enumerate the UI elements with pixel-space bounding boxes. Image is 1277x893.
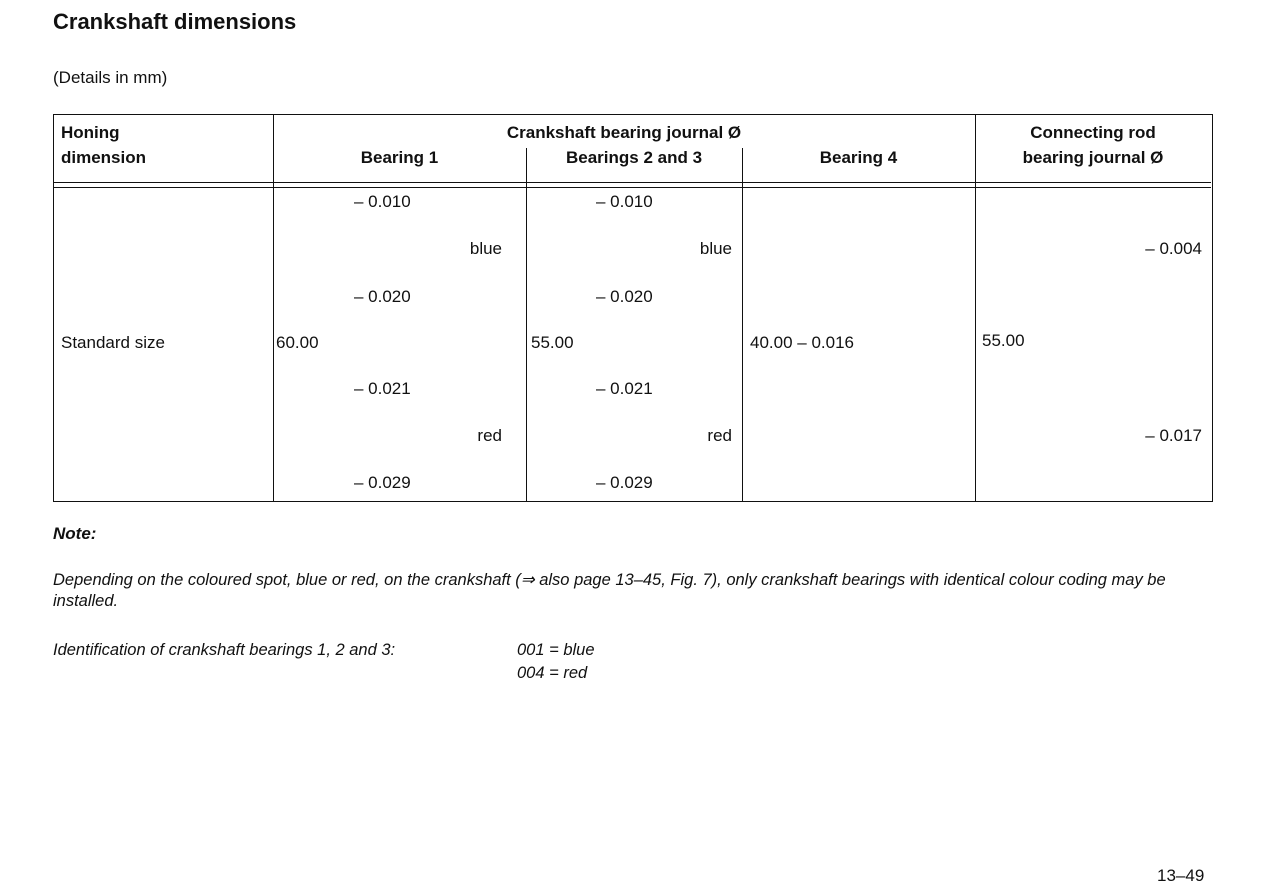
bearings23-red-upper: – 0.021 [596, 379, 653, 398]
bearing1-red-upper: – 0.021 [354, 379, 411, 398]
bearings23-red-lower: – 0.029 [596, 473, 653, 492]
bearing1-blue-lower: – 0.020 [354, 287, 411, 306]
header-honing-line2: dimension [61, 148, 147, 167]
header-bearings23: Bearings 2 and 3 [565, 148, 703, 167]
bearings23-blue-upper: – 0.010 [596, 192, 653, 211]
conrod-nominal: 55.00 [982, 331, 1025, 350]
col-divider-bearing1 [526, 148, 527, 501]
bearing1-blue-label: blue [469, 239, 502, 258]
bearing1-red-label: red [477, 426, 502, 445]
conrod-lower: – 0.017 [1145, 426, 1202, 445]
col-divider-bearings23 [742, 148, 743, 501]
row-label-standard-size: Standard size [61, 333, 165, 352]
identification-label: Identification of crankshaft bearings 1, 2 and 3: [53, 641, 396, 659]
identification-blue: 001 = blue [517, 641, 595, 659]
header-crank-group: Crankshaft bearing journal Ø [506, 123, 742, 142]
header-bearing1: Bearing 1 [360, 148, 439, 167]
header-conrod-line2: bearing journal Ø [1022, 148, 1164, 167]
dimensions-table [53, 114, 1213, 502]
header-rule-top [54, 182, 1211, 183]
identification-red: 004 = red [517, 664, 588, 682]
page-number: 13–49 [1157, 866, 1205, 885]
col-divider-bearing4 [975, 115, 976, 501]
header-honing-line1: Honing [61, 123, 120, 142]
bearing1-nominal: 60.00 [276, 333, 319, 352]
bearings23-blue-label: blue [699, 239, 732, 258]
col-divider-honing [273, 115, 274, 501]
bearings23-nominal: 55.00 [531, 333, 574, 352]
bearing1-red-lower: – 0.029 [354, 473, 411, 492]
page-title: Crankshaft dimensions [53, 9, 297, 34]
header-conrod-line1: Connecting rod [1030, 123, 1156, 142]
header-bearing4: Bearing 4 [819, 148, 898, 167]
bearings23-red-label: red [707, 426, 732, 445]
note-title: Note: [53, 524, 97, 543]
note-text: Depending on the coloured spot, blue or red, on the crankshaft (⇒ also page 13–45, Fig. 7), only crankshaft bearings with identical colour coding may be installed. [53, 571, 1166, 610]
header-rule-bottom [54, 187, 1211, 188]
bearing1-blue-upper: – 0.010 [354, 192, 411, 211]
bearing4-value: 40.00 – 0.016 [750, 333, 854, 352]
bearings23-blue-lower: – 0.020 [596, 287, 653, 306]
conrod-upper: – 0.004 [1145, 239, 1202, 258]
units-note: (Details in mm) [53, 68, 168, 87]
